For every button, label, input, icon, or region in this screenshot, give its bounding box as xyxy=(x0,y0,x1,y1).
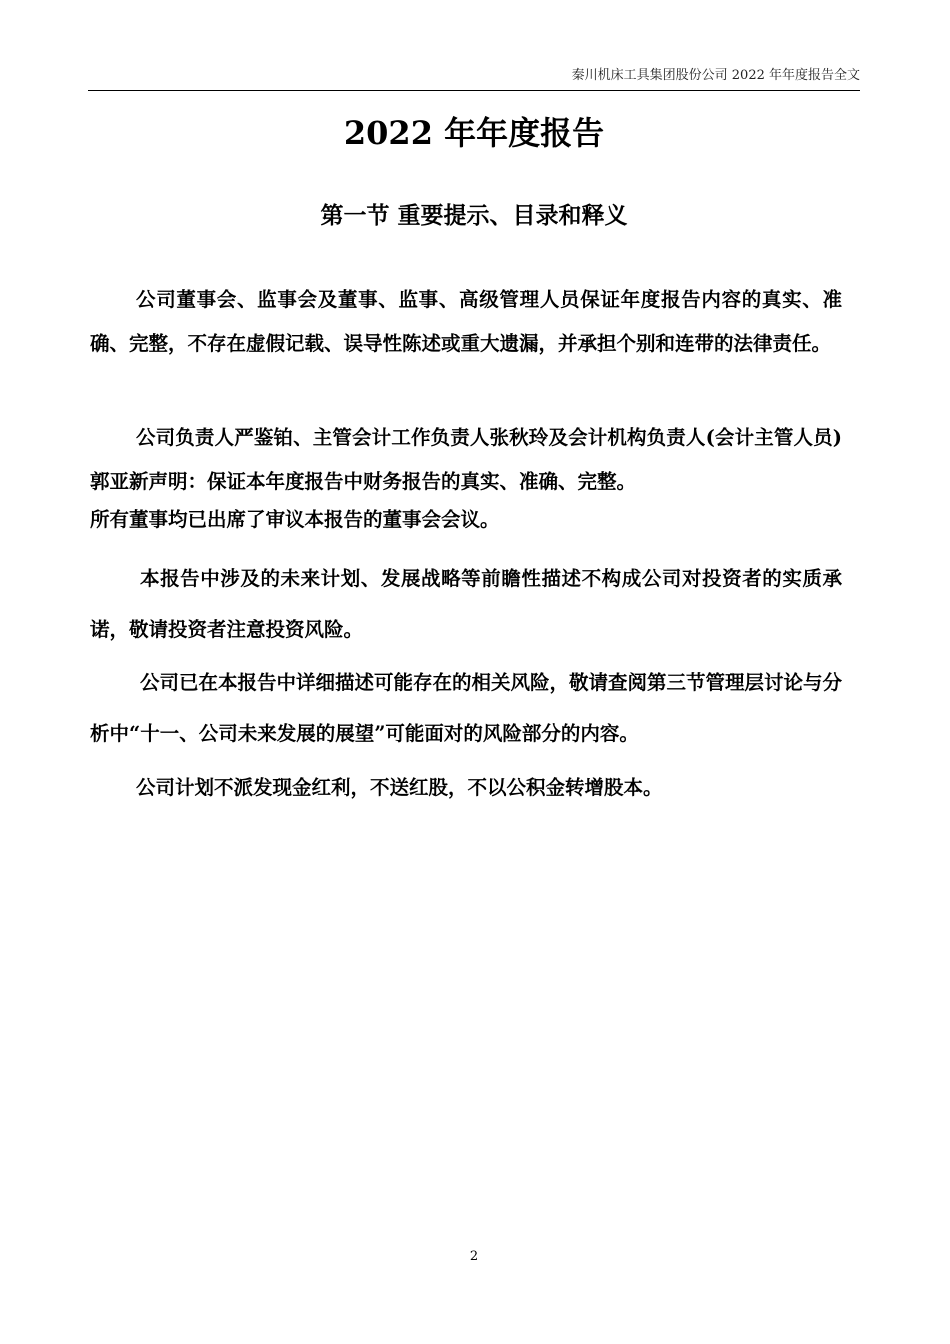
paragraph-risk-reference: 公司已在本报告中详细描述可能存在的相关风险，敬请查阅第三节管理层讨论与分析中“十一、公司未来发展的展望”可能面对的风险部分的内容。 xyxy=(90,671,843,745)
page-number: 2 xyxy=(469,1249,479,1264)
running-header xyxy=(88,66,860,91)
paragraph-forward-looking: 本报告中涉及的未来计划、发展战略等前瞻性描述不构成公司对投资者的实质承诺，敬请投资者注意投资风险。 xyxy=(90,567,842,641)
paragraph-financial-statement: 公司负责人严鉴铂、主管会计工作负责人张秋玲及会计机构负责人(会计主管人员)郭亚新声明：保证本年度报告中财务报告的真实、准确、完整。 xyxy=(90,426,843,493)
paragraph-directors-attendance: 所有董事均已出席了审议本报告的董事会会议。 xyxy=(90,508,500,531)
running-header-text: 秦川机床工具集团股份公司 2022 年年度报告全文 xyxy=(571,68,860,83)
section-title: 第一节 重要提示、目录和释义 xyxy=(320,202,628,229)
document-title: 2022 年年度报告 xyxy=(343,114,605,152)
paragraph-board-guarantee: 公司董事会、监事会及董事、监事、高级管理人员保证年度报告内容的真实、准确、完整，不存在虚假记载、误导性陈述或重大遗漏，并承担个别和连带的法律责任。 xyxy=(90,288,842,355)
paragraph-dividend-plan: 公司计划不派发现金红利，不送红股，不以公积金转增股本。 xyxy=(136,776,663,799)
